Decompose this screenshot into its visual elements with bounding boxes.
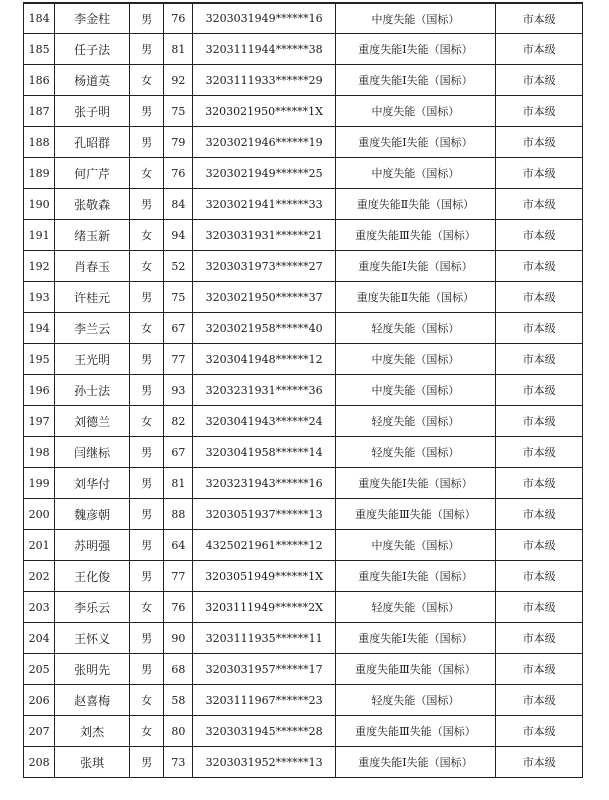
gender-cell: 男 [129,282,163,313]
person-name-cell: 孙士法 [55,375,130,406]
disability-level-cell: 轻度失能（国标） [335,592,495,623]
row-number-cell: 201 [24,530,55,561]
table-row [24,561,583,592]
age-cell: 77 [164,344,193,375]
category-cell: 市本级 [496,313,583,344]
gender-cell: 男 [129,96,163,127]
category-cell: 市本级 [496,685,583,716]
id-number-cell: 3203041958******14 [193,437,335,468]
disability-level-cell: 重度失能Ⅰ失能（国标） [335,127,495,158]
person-name-cell: 李兰云 [55,313,130,344]
row-number-cell: 187 [24,96,55,127]
row-number-cell: 197 [24,406,55,437]
disability-level-cell: 重度失能Ⅱ失能（国标） [335,282,495,313]
row-number-cell: 208 [24,747,55,778]
row-number-cell: 196 [24,375,55,406]
row-number-cell: 184 [24,3,55,34]
person-name-cell: 王光明 [55,344,130,375]
id-number-cell: 3203031973******27 [193,251,335,282]
person-name-cell: 李金柱 [55,3,130,34]
person-name-cell: 孔昭群 [55,127,130,158]
table-row [24,96,583,127]
id-number-cell: 3203031945******28 [193,716,335,747]
table-row [24,282,583,313]
age-cell: 76 [164,592,193,623]
gender-cell: 男 [129,561,163,592]
disability-level-cell: 中度失能（国标） [335,158,495,189]
disability-level-cell: 重度失能Ⅰ失能（国标） [335,251,495,282]
id-number-cell: 3203031957******17 [193,654,335,685]
age-cell: 82 [164,406,193,437]
age-cell: 80 [164,716,193,747]
id-number-cell: 3203111967******23 [193,685,335,716]
id-number-cell: 3203021941******33 [193,189,335,220]
table-row [24,592,583,623]
row-number-cell: 186 [24,65,55,96]
gender-cell: 男 [129,375,163,406]
table-row [24,158,583,189]
gender-cell: 男 [129,189,163,220]
category-cell: 市本级 [496,34,583,65]
age-cell: 90 [164,623,193,654]
table-row [24,437,583,468]
age-cell: 75 [164,282,193,313]
disability-level-cell: 轻度失能（国标） [335,437,495,468]
row-number-cell: 185 [24,34,55,65]
id-number-cell: 3203041943******24 [193,406,335,437]
age-cell: 58 [164,685,193,716]
gender-cell: 男 [129,654,163,685]
gender-cell: 女 [129,313,163,344]
category-cell: 市本级 [496,158,583,189]
table-row [24,685,583,716]
person-name-cell: 肖春玉 [55,251,130,282]
person-name-cell: 刘华付 [55,468,130,499]
gender-cell: 女 [129,251,163,282]
person-name-cell: 王怀义 [55,623,130,654]
table-row [24,375,583,406]
gender-cell: 女 [129,406,163,437]
person-name-cell: 刘德兰 [55,406,130,437]
row-number-cell: 189 [24,158,55,189]
disability-level-cell: 重度失能Ⅰ失能（国标） [335,65,495,96]
age-cell: 67 [164,313,193,344]
person-name-cell: 李乐云 [55,592,130,623]
category-cell: 市本级 [496,499,583,530]
category-cell: 市本级 [496,96,583,127]
roster-table-body [24,3,583,778]
row-number-cell: 188 [24,127,55,158]
id-number-cell: 4325021961******12 [193,530,335,561]
category-cell: 市本级 [496,189,583,220]
age-cell: 81 [164,468,193,499]
id-number-cell: 3203041948******12 [193,344,335,375]
category-cell: 市本级 [496,3,583,34]
gender-cell: 女 [129,685,163,716]
disability-level-cell: 重度失能Ⅲ失能（国标） [335,220,495,251]
age-cell: 67 [164,437,193,468]
gender-cell: 男 [129,623,163,654]
row-number-cell: 190 [24,189,55,220]
row-number-cell: 207 [24,716,55,747]
gender-cell: 男 [129,437,163,468]
table-row [24,716,583,747]
person-name-cell: 刘杰 [55,716,130,747]
id-number-cell: 3203051949******1X [193,561,335,592]
person-name-cell: 许桂元 [55,282,130,313]
age-cell: 84 [164,189,193,220]
disability-level-cell: 重度失能Ⅲ失能（国标） [335,716,495,747]
person-name-cell: 魏彦朝 [55,499,130,530]
gender-cell: 男 [129,747,163,778]
disability-level-cell: 中度失能（国标） [335,530,495,561]
row-number-cell: 195 [24,344,55,375]
row-number-cell: 203 [24,592,55,623]
table-row [24,499,583,530]
person-name-cell: 闫继标 [55,437,130,468]
id-number-cell: 3203111933******29 [193,65,335,96]
category-cell: 市本级 [496,65,583,96]
age-cell: 76 [164,158,193,189]
row-number-cell: 200 [24,499,55,530]
disability-level-cell: 重度失能Ⅲ失能（国标） [335,654,495,685]
person-name-cell: 张琪 [55,747,130,778]
row-number-cell: 198 [24,437,55,468]
age-cell: 52 [164,251,193,282]
disability-level-cell: 中度失能（国标） [335,3,495,34]
age-cell: 64 [164,530,193,561]
table-row [24,3,583,34]
category-cell: 市本级 [496,468,583,499]
table-row [24,34,583,65]
age-cell: 88 [164,499,193,530]
age-cell: 75 [164,96,193,127]
category-cell: 市本级 [496,747,583,778]
age-cell: 81 [164,34,193,65]
person-name-cell: 杨道英 [55,65,130,96]
table-row [24,623,583,654]
category-cell: 市本级 [496,251,583,282]
id-number-cell: 3203111949******2X [193,592,335,623]
id-number-cell: 3203021946******19 [193,127,335,158]
category-cell: 市本级 [496,654,583,685]
age-cell: 92 [164,65,193,96]
age-cell: 94 [164,220,193,251]
disability-level-cell: 中度失能（国标） [335,344,495,375]
person-name-cell: 张明先 [55,654,130,685]
row-number-cell: 205 [24,654,55,685]
disability-level-cell: 重度失能Ⅱ失能（国标） [335,189,495,220]
disability-level-cell: 轻度失能（国标） [335,406,495,437]
disability-level-cell: 轻度失能（国标） [335,685,495,716]
table-row [24,747,583,778]
row-number-cell: 191 [24,220,55,251]
person-name-cell: 赵喜梅 [55,685,130,716]
disability-level-cell: 重度失能Ⅰ失能（国标） [335,561,495,592]
id-number-cell: 3203231943******16 [193,468,335,499]
id-number-cell: 3203051937******13 [193,499,335,530]
table-row [24,189,583,220]
disability-level-cell: 中度失能（国标） [335,96,495,127]
category-cell: 市本级 [496,530,583,561]
category-cell: 市本级 [496,282,583,313]
person-name-cell: 张子明 [55,96,130,127]
disability-level-cell: 重度失能Ⅰ失能（国标） [335,747,495,778]
gender-cell: 女 [129,158,163,189]
gender-cell: 男 [129,530,163,561]
table-row [24,344,583,375]
table-row [24,406,583,437]
category-cell: 市本级 [496,437,583,468]
person-name-cell: 何广芹 [55,158,130,189]
age-cell: 73 [164,747,193,778]
row-number-cell: 193 [24,282,55,313]
id-number-cell: 3203021949******25 [193,158,335,189]
id-number-cell: 3203021950******1X [193,96,335,127]
gender-cell: 女 [129,716,163,747]
person-name-cell: 任子法 [55,34,130,65]
person-name-cell: 王化俊 [55,561,130,592]
gender-cell: 男 [129,468,163,499]
age-cell: 68 [164,654,193,685]
person-name-cell: 苏明强 [55,530,130,561]
id-number-cell: 3203031952******13 [193,747,335,778]
age-cell: 77 [164,561,193,592]
gender-cell: 男 [129,344,163,375]
table-row [24,468,583,499]
gender-cell: 女 [129,592,163,623]
row-number-cell: 199 [24,468,55,499]
id-number-cell: 3203031931******21 [193,220,335,251]
table-row [24,127,583,158]
category-cell: 市本级 [496,127,583,158]
id-number-cell: 3203021958******40 [193,313,335,344]
disability-level-cell: 重度失能Ⅰ失能（国标） [335,623,495,654]
table-row [24,251,583,282]
roster-table [23,2,583,778]
gender-cell: 男 [129,34,163,65]
person-name-cell: 张敬森 [55,189,130,220]
disability-level-cell: 重度失能Ⅲ失能（国标） [335,499,495,530]
table-row [24,530,583,561]
table-row [24,313,583,344]
disability-level-cell: 重度失能Ⅰ失能（国标） [335,34,495,65]
gender-cell: 男 [129,499,163,530]
category-cell: 市本级 [496,344,583,375]
category-cell: 市本级 [496,592,583,623]
table-row [24,65,583,96]
person-name-cell: 绪玉新 [55,220,130,251]
row-number-cell: 202 [24,561,55,592]
category-cell: 市本级 [496,406,583,437]
disability-level-cell: 轻度失能（国标） [335,313,495,344]
category-cell: 市本级 [496,561,583,592]
table-row [24,654,583,685]
category-cell: 市本级 [496,623,583,654]
category-cell: 市本级 [496,375,583,406]
row-number-cell: 194 [24,313,55,344]
disability-level-cell: 重度失能Ⅰ失能（国标） [335,468,495,499]
age-cell: 79 [164,127,193,158]
gender-cell: 女 [129,65,163,96]
row-number-cell: 206 [24,685,55,716]
gender-cell: 女 [129,220,163,251]
table-row [24,220,583,251]
id-number-cell: 3203111944******38 [193,34,335,65]
gender-cell: 男 [129,3,163,34]
row-number-cell: 192 [24,251,55,282]
id-number-cell: 3203111935******11 [193,623,335,654]
id-number-cell: 3203031949******16 [193,3,335,34]
category-cell: 市本级 [496,220,583,251]
age-cell: 93 [164,375,193,406]
id-number-cell: 3203021950******37 [193,282,335,313]
gender-cell: 男 [129,127,163,158]
category-cell: 市本级 [496,716,583,747]
row-number-cell: 204 [24,623,55,654]
age-cell: 76 [164,3,193,34]
id-number-cell: 3203231931******36 [193,375,335,406]
disability-level-cell: 中度失能（国标） [335,375,495,406]
